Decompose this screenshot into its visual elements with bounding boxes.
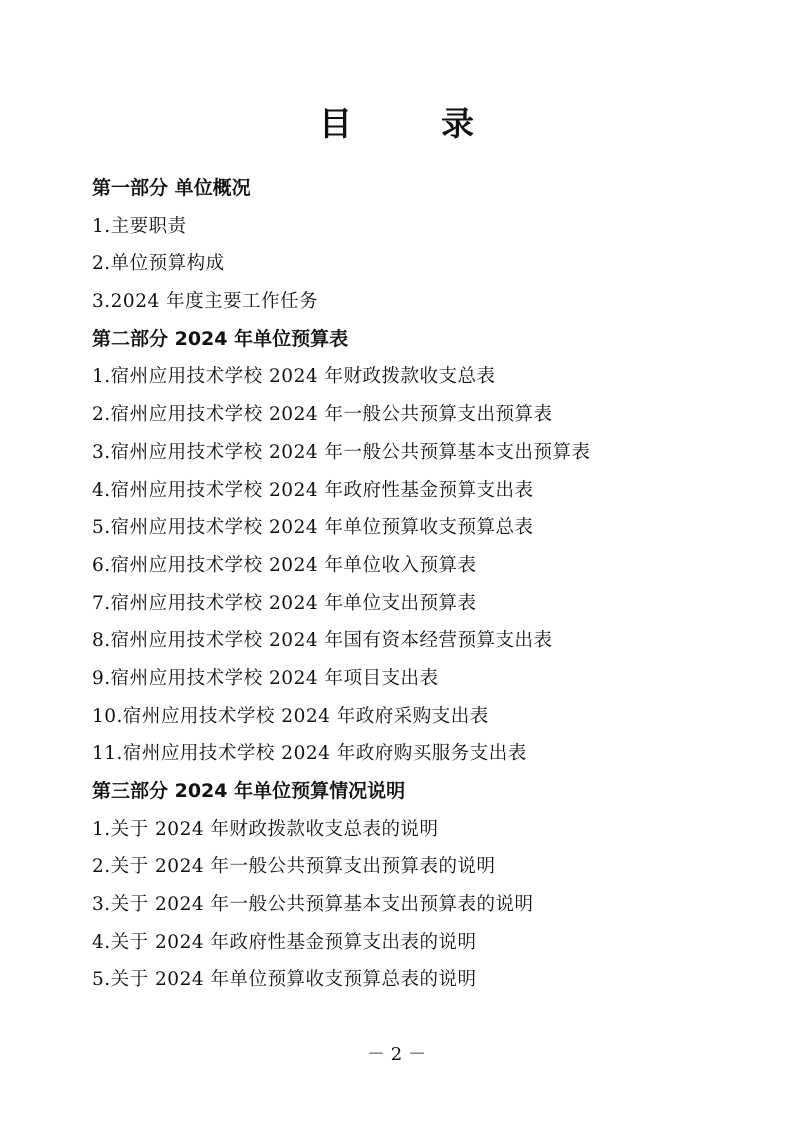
toc-entry[interactable]: 5.宿州应用技术学校 2024 年单位预算收支预算总表 — [92, 517, 534, 539]
toc-entry[interactable]: 1.关于 2024 年财政拨款收支总表的说明 — [92, 818, 439, 840]
toc-entry[interactable]: 3.宿州应用技术学校 2024 年一般公共预算基本支出预算表 — [92, 441, 591, 463]
toc-section-heading[interactable]: 第三部分 2024 年单位预算情况说明 — [92, 780, 406, 802]
table-of-contents — [92, 170, 752, 999]
toc-entry[interactable]: 9.宿州应用技术学校 2024 年项目支出表 — [92, 667, 439, 689]
page-number: － 2 － — [367, 1044, 426, 1065]
toc-entry[interactable]: 2.单位预算构成 — [92, 253, 225, 275]
toc-entry[interactable]: 4.关于 2024 年政府性基金预算支出表的说明 — [92, 931, 477, 953]
toc-entry[interactable]: 10.宿州应用技术学校 2024 年政府采购支出表 — [92, 705, 489, 727]
toc-section-heading[interactable]: 第二部分 2024 年单位预算表 — [92, 327, 349, 350]
toc-entry[interactable]: 8.宿州应用技术学校 2024 年国有资本经营预算支出表 — [92, 630, 553, 652]
toc-entry[interactable]: 1.主要职责 — [92, 215, 187, 237]
toc-entry[interactable]: 1.宿州应用技术学校 2024 年财政拨款收支总表 — [92, 366, 496, 388]
toc-entry[interactable]: 6.宿州应用技术学校 2024 年单位收入预算表 — [92, 554, 477, 576]
toc-entry[interactable]: 3.2024 年度主要工作任务 — [92, 291, 319, 313]
toc-entry[interactable]: 7.宿州应用技术学校 2024 年单位支出预算表 — [92, 592, 477, 614]
toc-entry[interactable]: 5.关于 2024 年单位预算收支预算总表的说明 — [92, 969, 477, 991]
toc-entry[interactable]: 3.关于 2024 年一般公共预算基本支出预算表的说明 — [92, 894, 534, 916]
toc-entry[interactable]: 2.宿州应用技术学校 2024 年一般公共预算支出预算表 — [92, 404, 553, 426]
toc-entry[interactable]: 2.关于 2024 年一般公共预算支出预算表的说明 — [92, 856, 496, 878]
toc-entry[interactable]: 11.宿州应用技术学校 2024 年政府购买服务支出表 — [92, 743, 527, 765]
toc-entry[interactable]: 4.宿州应用技术学校 2024 年政府性基金预算支出表 — [92, 479, 534, 501]
toc-section-heading[interactable]: 第一部分 单位概况 — [92, 177, 251, 199]
toc-title: 目 录 — [319, 104, 502, 143]
